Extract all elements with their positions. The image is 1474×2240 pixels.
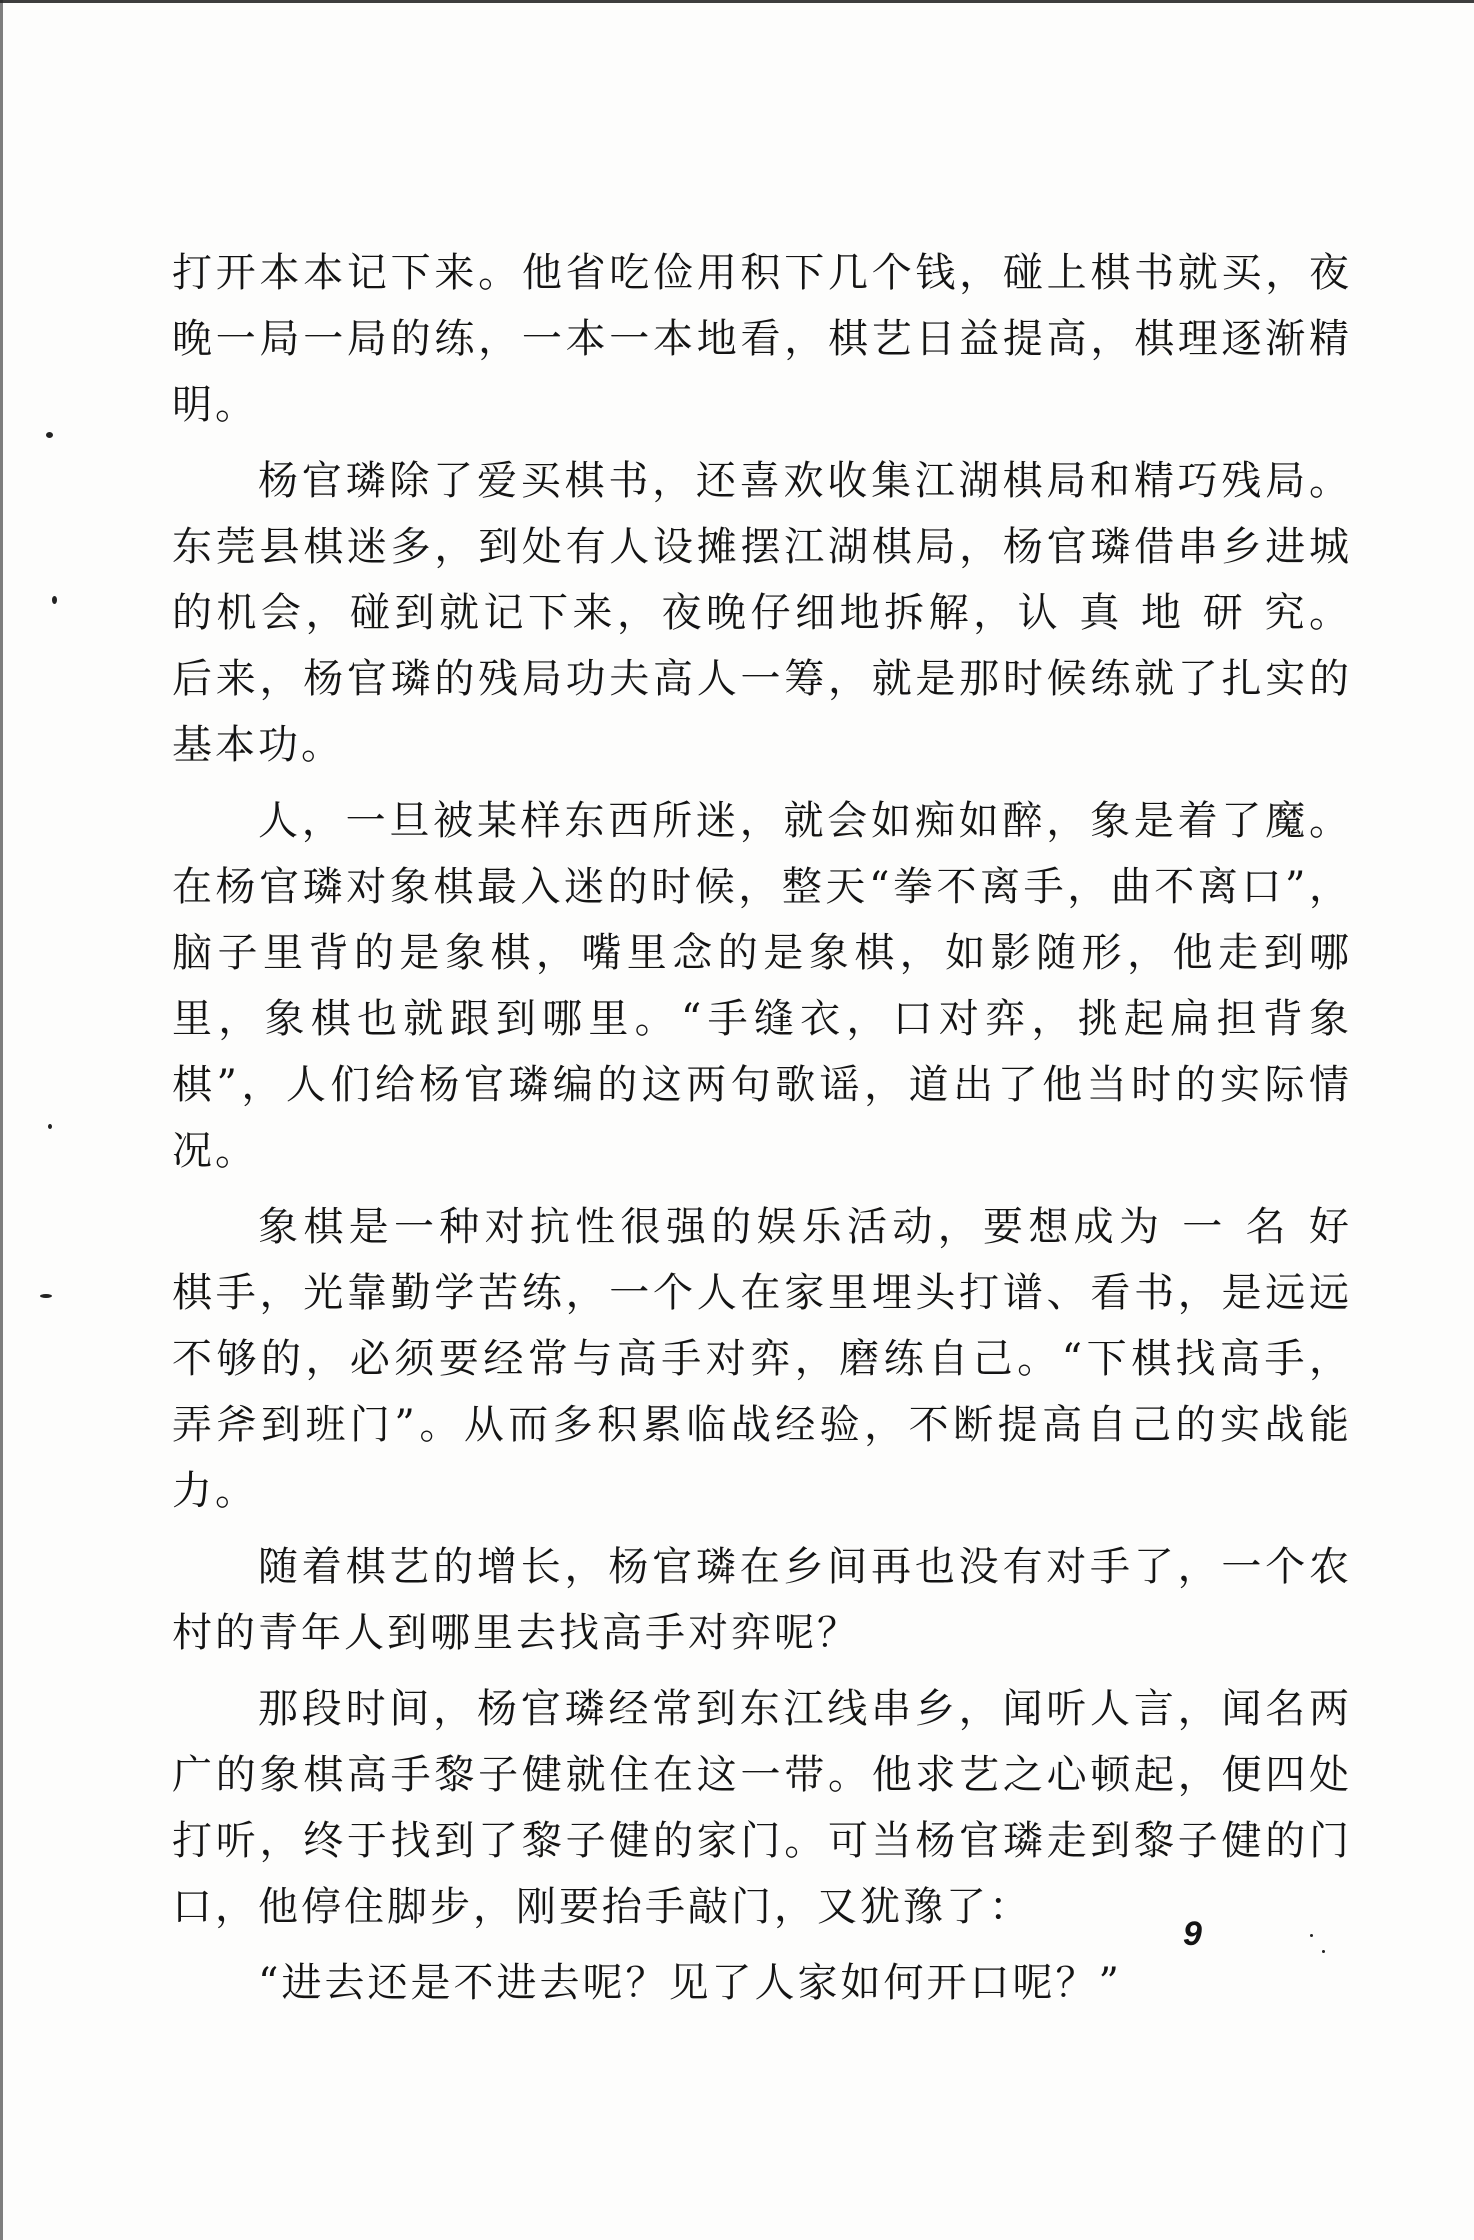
body-text <box>172 240 1352 2026</box>
paragraph-7: “进去还是不进去呢？见了人家如何开口呢？” <box>258 1960 1122 2006</box>
paragraph-3: 人，一旦被某样东西所迷，就会如痴如醉，象是着了魔。在杨官璘对象棋最入迷的时候，整天“拳不离手，曲不离口”，脑子里背的是象棋，嘴里念的是象棋，如影随形，他走到哪里，象棋也就跟到哪里。“手缝衣，口对弈，挑起扁担背象棋”，人们给杨官璘编的这两句歌谣，道出了他当时的实际情况。 <box>172 798 1352 1174</box>
paragraph-5: 随着棋艺的增长，杨官璘在乡间再也没有对手了，一个农村的青年人到哪里去找高手对弈呢？ <box>172 1544 1352 1656</box>
speck <box>52 596 57 604</box>
speck <box>46 432 53 438</box>
page-number: 9 <box>1183 1915 1202 1953</box>
paragraph-2: 杨官璘除了爱买棋书，还喜欢收集江湖棋局和精巧残局。东莞县棋迷多，到处有人设摊摆江湖棋局，杨官璘借串乡进城的机会，碰到就记下来，夜晚仔细地拆解，认 真 地 研 究。后来，杨官璘的残局功夫高人一筹，就是那时候练就了扎实的基本功。 <box>172 458 1352 768</box>
speck <box>48 1124 52 1129</box>
paragraph-4: 象棋是一种对抗性很强的娱乐活动，要想成为 一 名 好 棋手，光靠勤学苦练，一个人在家里埋头打谱、看书，是远远不够的，必须要经常与高手对弈，磨练自己。“下棋找高手，弄斧到班门”。从而多积累临战经验，不断提高自己的实战能力。 <box>172 1204 1352 1514</box>
scan-left-edge <box>0 0 3 2240</box>
scan-top-edge <box>0 0 1474 3</box>
paragraph-1: 打开本本记下来。他省吃俭用积下几个钱，碰上棋书就买，夜晚一局一局的练，一本一本地看，棋艺日益提高，棋理逐渐精明。 <box>172 250 1352 428</box>
paragraph-6: 那段时间，杨官璘经常到东江线串乡，闻听人言，闻名两广的象棋高手黎子健就住在这一带。他求艺之心顿起，便四处打听，终于找到了黎子健的家门。可当杨官璘走到黎子健的门口，他停住脚步，刚要抬手敲门，又犹豫了： <box>172 1686 1352 1930</box>
speck <box>40 1294 52 1298</box>
